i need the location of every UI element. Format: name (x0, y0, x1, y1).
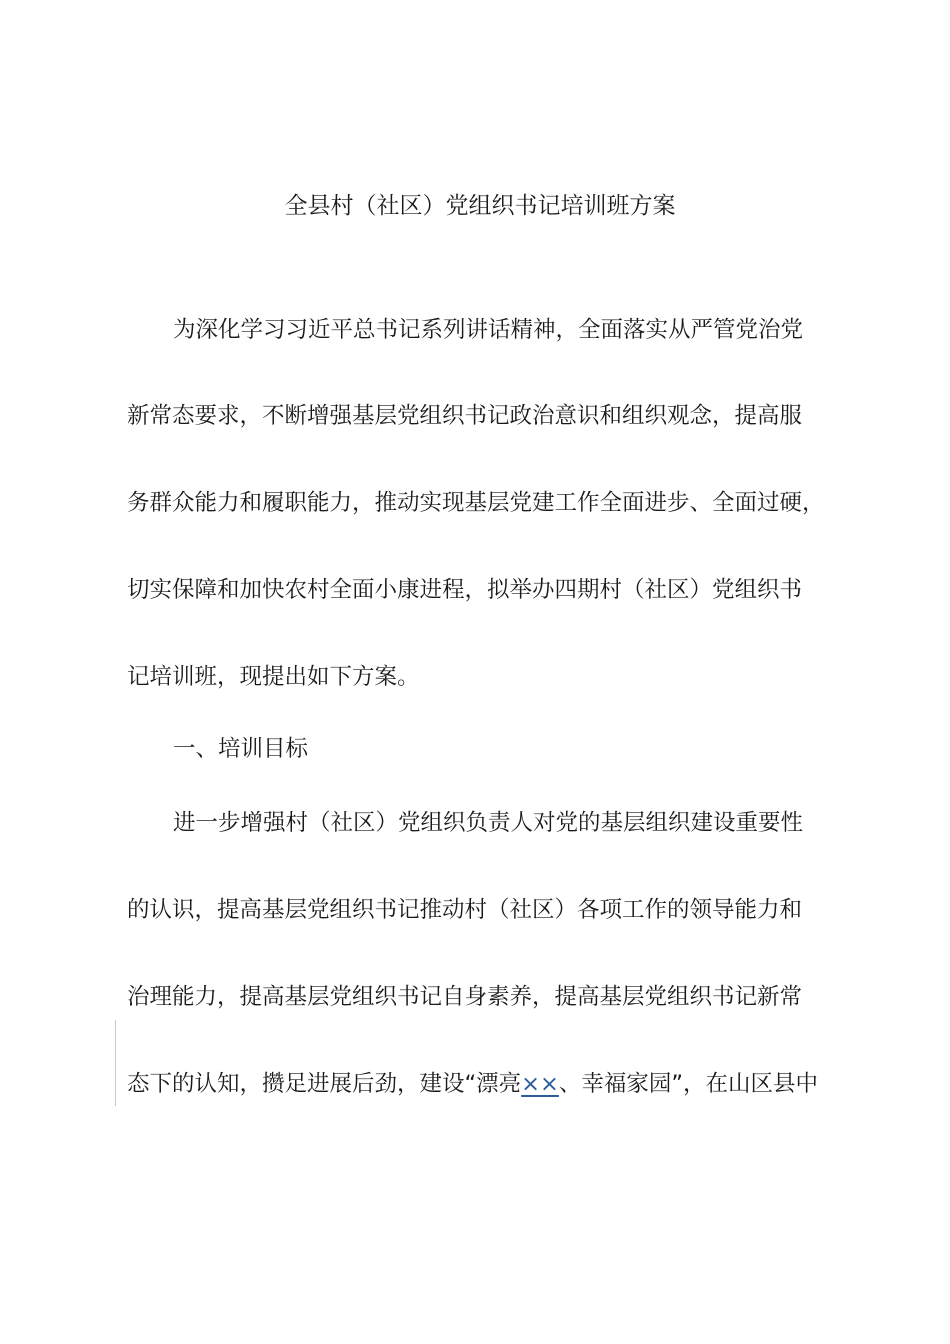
placeholder-link[interactable]: ×× (521, 1071, 559, 1097)
paragraph2-line4-start: 态下的认知，攒足进展后劲，建设“漂亮 (127, 1071, 522, 1097)
paragraph1-line5: 记培训班，现提出如下方案。 (127, 664, 420, 690)
paragraph2-line1: 进一步增强村（社区）党组织负责人对党的基层组织建设重要性 (173, 810, 804, 836)
paragraph1-line3: 务群众能力和履职能力，推动实现基层党建工作全面进步、全面过硬， (127, 490, 825, 516)
paragraph2-line3: 治理能力，提高基层党组织书记自身素养，提高基层党组织书记新常 (127, 984, 803, 1010)
paragraph1-line2: 新常态要求，不断增强基层党组织书记政治意识和组织观念，提高服 (127, 403, 803, 429)
section-heading-goals: 一、培训目标 (173, 736, 309, 762)
document-title: 全县村（社区）党组织书记培训班方案 (284, 193, 676, 219)
paragraph1-line1: 为深化学习习近平总书记系列讲话精神，全面落实从严管党治党 (173, 317, 804, 343)
paragraph2-line4 (127, 1064, 818, 1104)
paragraph1-line4: 切实保障和加快农村全面小康进程，拟举办四期村（社区）党组织书 (127, 577, 803, 603)
change-bar (115, 1020, 116, 1106)
paragraph2-line2: 的认识，提高基层党组织书记推动村（社区）各项工作的领导能力和 (127, 897, 803, 923)
paragraph2-line4-end: 、幸福家园”，在山区县中 (558, 1071, 819, 1097)
